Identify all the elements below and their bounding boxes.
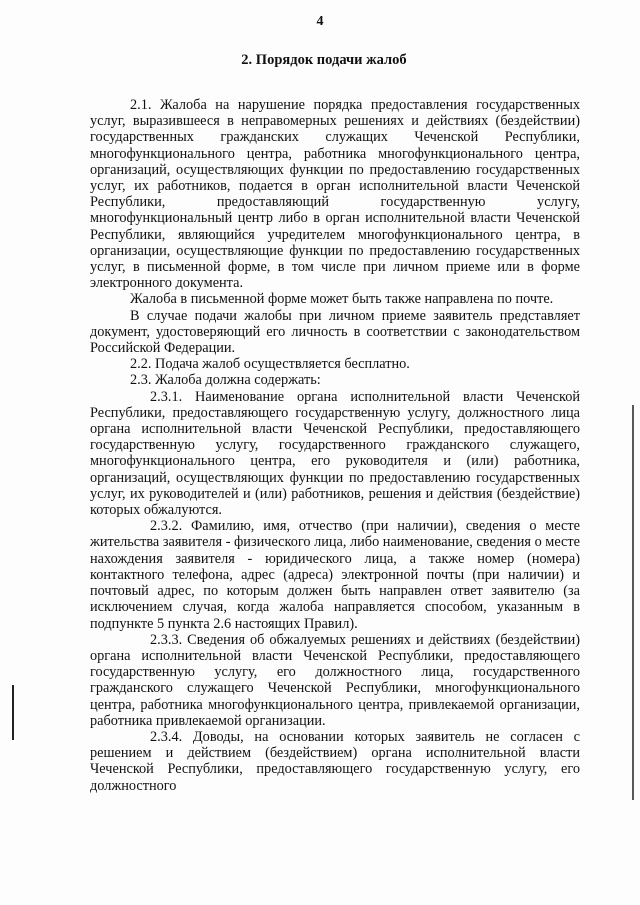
paragraph-2-1: 2.1. Жалоба на нарушение порядка предоставления государственных услуг, выразившееся в неправомерных решениях и действиях (бездействии) государственных гражданских служащих Чеченской Республики, многофункционального центра, работника многофункционального центра, организаций, осуществляющих функции по предоставлению государственных услуг, их работников, подается в орган исполнительной власти Чеченской Республики, предоставляющий государственную услугу, многофункциональный центр либо в орган исполнительной власти Чеченской Республики, являющийся учредителем многофункционального центра, в организации, осуществляющие функции по предоставлению государственных услуг, в письменной форме, в том числе при личном приеме или в форме электронного документа.: [90, 97, 580, 292]
paragraph-2-2: 2.2. Подача жалоб осуществляется бесплатно.: [130, 356, 410, 373]
paragraph-2-3-1: 2.3.1. Наименование органа исполнительной власти Чеченской Республики, предоставляющего государственную услугу, должностного лица органа исполнительной власти Чеченской Республики, предоставляющего государственную услугу, государственного гражданского служащего, многофункционального центра, его руководителя и (или) работника, организаций, осуществляющих функции по предоставлению государственных услуг, их руководителей и (или) работников, решения и действия (бездействие) которых обжалуются.: [90, 388, 580, 519]
scan-edge-mark-right: [632, 405, 634, 800]
scan-edge-mark-left: [12, 685, 14, 740]
paragraph-2-3-2: 2.3.2. Фамилию, имя, отчество (при наличии), сведения о месте жительства заявителя - физического лица, либо наименование, сведения о месте нахождения заявителя - юридического лица, а также номер (номера) контактного телефона, адрес (адреса) электронной почты (при наличии) и почтовый адрес, по которым должен быть направлен ответ заявителю (за исключением случая, когда жалоба направляется способом, указанным в подпункте 5 пункта 2.6 настоящих Правил).: [90, 518, 580, 632]
paragraph-2-3-3: 2.3.3. Сведения об обжалуемых решениях и действиях (бездействии) органа исполнительной власти Чеченской Республики, предоставляющего государственную услугу, его должностного лица, государственного гражданского служащего Чеченской Республики, многофункционального центра, работника многофункционального центра, привлекаемой организации, работника привлекаемой организации.: [90, 631, 580, 729]
paragraph-2-3-4: 2.3.4. Доводы, на основании которых заявитель не согласен с решением и действием (бездействием) органа исполнительной власти Чеченской Республики, предоставляющего государственную услугу, его должностного: [90, 728, 580, 794]
paragraph-personal-submission: В случае подачи жалобы при личном приеме заявитель представляет документ, удостоверяющий его личность в соответствии с законодательством Российской Федерации.: [90, 307, 580, 357]
page-number: 4: [316, 14, 324, 29]
paragraph-postal-submission: Жалоба в письменной форме может быть также направлена по почте.: [130, 291, 554, 308]
paragraph-2-3: 2.3. Жалоба должна содержать:: [130, 372, 321, 389]
section-title: 2. Порядок подачи жалоб: [241, 52, 407, 68]
document-body: [90, 97, 580, 794]
